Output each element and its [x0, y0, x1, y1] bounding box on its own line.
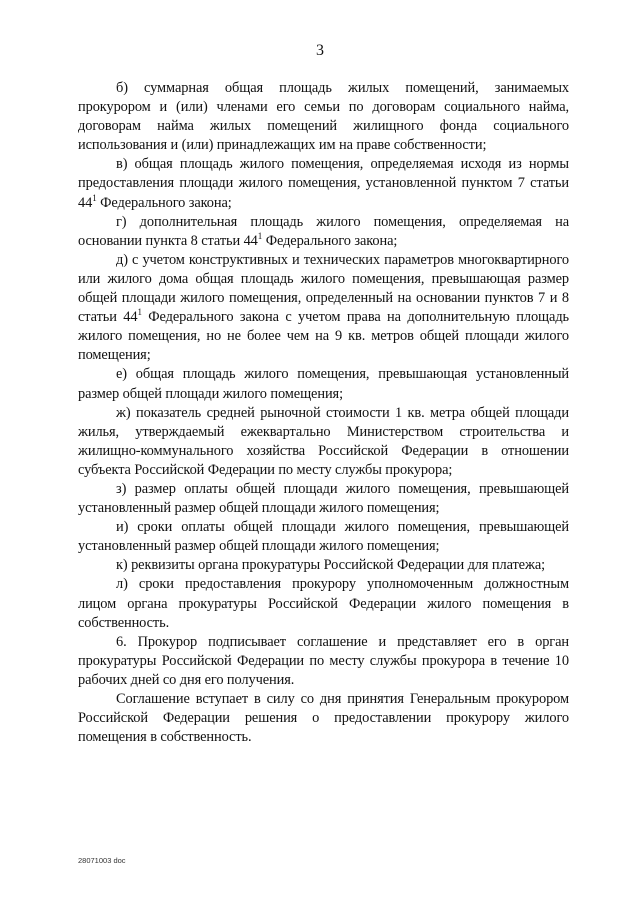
paragraph-k: к) реквизиты органа прокуратуры Российской Федерации для платежа; [116, 557, 545, 574]
document-body [78, 79, 569, 747]
paragraph-b: б) суммарная общая площадь жилых помещений, занимаемых прокурором и (или) членами его семьи по договорам социального найма, договорам найма жилых помещений жилищного фонда социального использования и (или) принадлежащих им на праве собственности; [78, 80, 569, 154]
paragraph-l: л) сроки предоставления прокурору уполномоченным должностным лицом органа прокуратуры Российской Федерации жилого помещения в собственность. [78, 576, 569, 631]
paragraph-agreement: Соглашение вступает в силу со дня принятия Генеральным прокурором Российской Федерации решения о предоставлении прокурору жилого помещения в собственность. [78, 691, 569, 746]
superscript-1: 1 [92, 192, 97, 203]
footer-document-code: 28071003 doc [78, 856, 126, 865]
superscript-1: 1 [257, 230, 263, 241]
paragraph-d: д) с учетом конструктивных и технических параметров многоквартирного или жилого дома общая площадь жилого помещения, превышающая размер общей площади жилого помещения, определенный на основании пунктов 7 и 8 статьи $44^1$ Федерального закона с учетом права на дополнительную площадь жилого помещения, но не более чем на 9 кв. метров общей площади жилого помещения; [78, 251, 569, 364]
paragraph-zh: ж) показатель средней рыночной стоимости 1 кв. метра общей площади жилья, утверждаемый ежеквартально Министерством строительства и жилищно-коммунального хозяйства Российской Федерации в отношении субъекта Российской Федерации по месту службы прокурора; [78, 404, 569, 478]
page-number: 3 [316, 42, 324, 59]
paragraph-g: г) дополнительная площадь жилого помещения, определяемая на основании пункта 8 статьи $44^1$ Федерального закона; [78, 213, 569, 249]
superscript-1: 1 [137, 307, 142, 318]
paragraph-z: з) размер оплаты общей площади жилого помещения, превышающей установленный размер общей площади жилого помещения; [78, 480, 569, 517]
paragraph-i: и) сроки оплаты общей площади жилого помещения, превышающей установленный размер общей площади жилого помещения; [78, 519, 569, 555]
paragraph-v: в) общая площадь жилого помещения, определяемая исходя из нормы предоставления площади жилого помещения, установленной пунктом 7 статьи $44^1$ Федерального закона; [78, 156, 569, 211]
paragraph-item-6: 6. Прокурор подписывает соглашение и представляет его в орган прокуратуры Российской Федерации по месту службы прокурора в течение 10 рабочих дней со дня его получения. [78, 633, 569, 688]
paragraph-e: е) общая площадь жилого помещения, превышающая установленный размер общей площади жилого помещения; [78, 366, 569, 402]
